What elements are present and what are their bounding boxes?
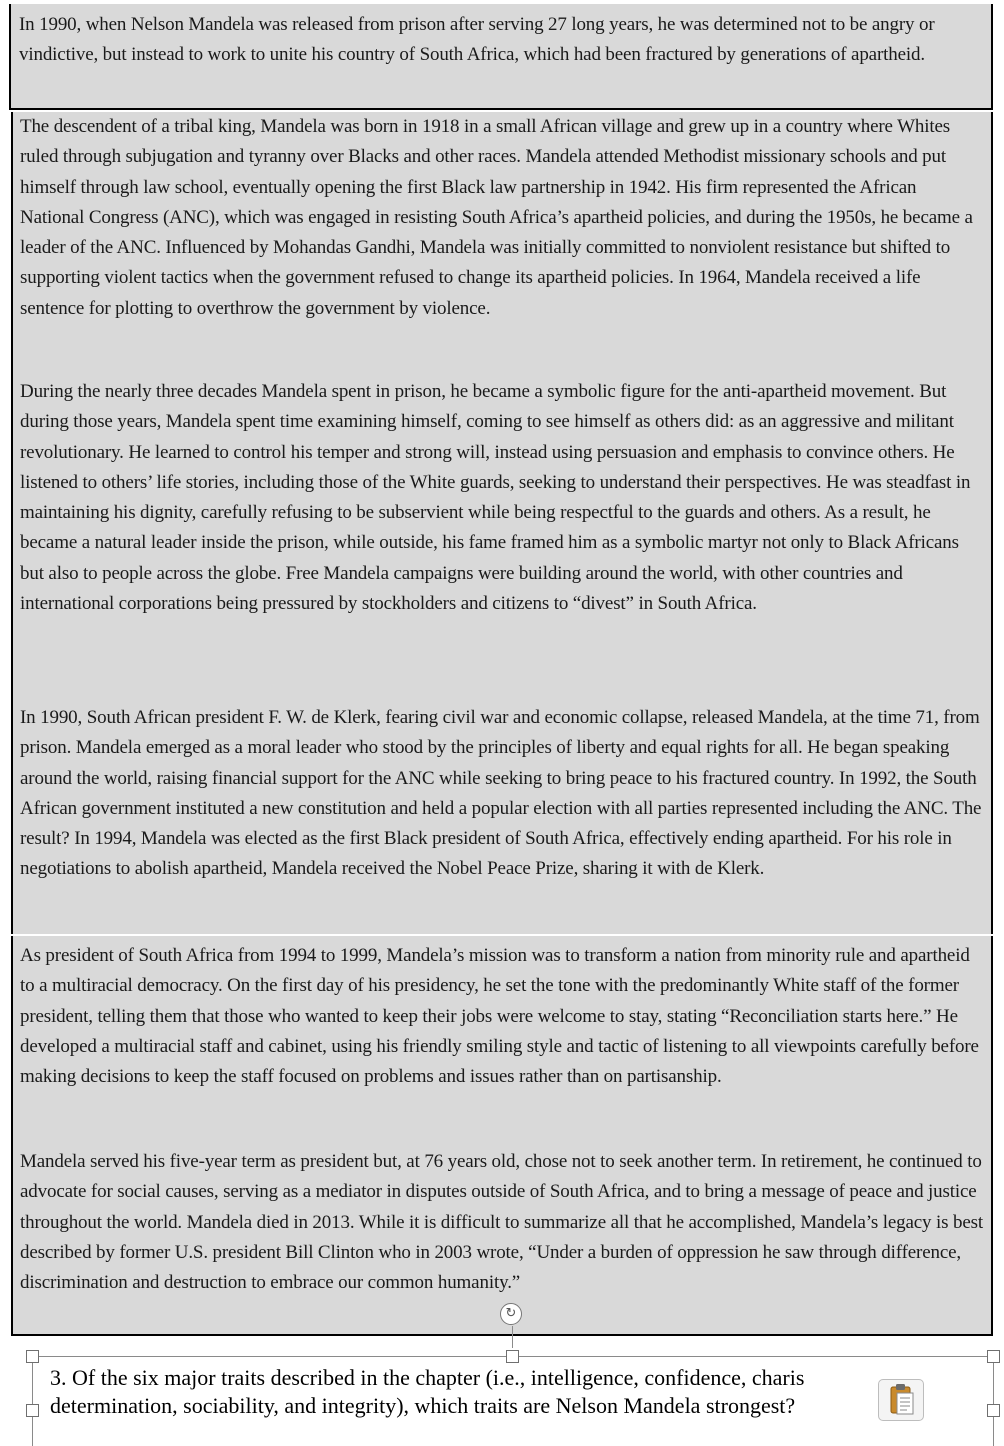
- resize-handle-top-right[interactable]: [987, 1350, 1000, 1363]
- question-line-2: determination, sociability, and integrity), which traits are Nelson Mandela strongest?: [50, 1393, 796, 1418]
- intro-text-box[interactable]: [9, 4, 993, 110]
- paragraph-presidency: As president of South Africa from 1994 to 1999, Mandela’s mission was to transform a nation from minority rule and apartheid to a multiracial democracy. On the first day of his presidency, he set the tone with the predominantly White staff of the former president, telling them that those who wanted to keep their jobs were welcome to stay, stating “Reconciliation starts here.” He developed a multiracial staff and cabinet, using his friendly smiling style and tactic of listening to all viewpoints carefully before making decisions to keep the staff focused on problems and issues rather than on partisanship.: [20, 945, 979, 1088]
- rotate-handle-icon[interactable]: ↻: [500, 1303, 522, 1325]
- paragraph-early-life: The descendent of a tribal king, Mandela was born in 1918 in a small African village and grew up in a country where Whites ruled through subjugation and tyranny over Blacks and other races. Mandela attended Methodist missionary schools and put himself through law school, eventually opening the first Black law partnership in 1942. His firm represented the African National Congress (ANC), which was engaged in resisting South Africa’s apartheid policies, and during the 1950s, he became a leader of the ANC. Influenced by Mohandas Gandhi, Mandela was initially committed to nonviolent resistance but shifted to supporting violent tactics when the government refused to change its apartheid policies. In 1964, Mandela received a life sentence for plotting to overthrow the government by violence.: [20, 116, 973, 319]
- question-line-1: 3. Of the six major traits described in the chapter (i.e., intelligence, confidence, charis: [50, 1365, 805, 1390]
- resize-handle-top-center[interactable]: [506, 1350, 519, 1363]
- paragraph-legacy: Mandela served his five-year term as president but, at 76 years old, chose not to seek another term. In retirement, he continued to advocate for social causes, serving as a mediator in disputes outside of South Africa, and to bring a message of peace and justice throughout the world. Mandela died in 2013. While it is difficult to summarize all that he accomplished, Mandela’s legacy is best described by former U.S. president Bill Clinton who in 2003 wrote, “Under a burden of oppression he saw through difference, discrimination and destruction to embrace our common humanity.”: [20, 1151, 983, 1294]
- presidency-text-box[interactable]: [11, 936, 993, 1336]
- paste-options-button[interactable]: [878, 1379, 924, 1421]
- paste-options-icon: [879, 1380, 923, 1420]
- case-study-text-box[interactable]: [11, 112, 993, 934]
- paragraph-prison-years: During the nearly three decades Mandela spent in prison, he became a symbolic figure for the anti-apartheid movement. But during those years, Mandela spent time examining himself, coming to see himself as others did: as an aggressive and militant revolutionary. He learned to control his temper and strong will, instead using persuasion and emphasis to convince others. He listened to others’ life stories, including those of the White guards, seeking to understand their perspectives. He was steadfast in maintaining his dignity, carefully refusing to be subservient while being respectful to the guards and others. As a result, he became a natural leader inside the prison, while outside, his fame framed him as a symbolic martyr not only to Black Africans but also to people across the globe. Free Mandela campaigns were building around the world, with other countries and international corporations being pressured by stockholders and citizens to “divest” in South Africa.: [20, 381, 971, 615]
- intro-paragraph: In 1990, when Nelson Mandela was released from prison after serving 27 long years, he was determined not to be angry or vindictive, but instead to work to unite his country of South Africa, which had been fractured by generations of apartheid.: [19, 14, 935, 66]
- paragraph-release: In 1990, South African president F. W. de Klerk, fearing civil war and economic collapse, released Mandela, at the time 71, from prison. Mandela emerged as a moral leader who stood by the principles of liberty and equal rights for all. He began speaking around the world, raising financial support for the ANC while seeking to bring peace to his fractured country. In 1992, the South African government instituted a new constitution and held a popular election with all parties represented including the ANC. The result? In 1994, Mandela was elected as the first Black president of South Africa, effectively ending apartheid. For his role in negotiations to abolish apartheid, Mandela received the Nobel Peace Prize, sharing it with de Klerk.: [20, 707, 982, 880]
- resize-handle-middle-left[interactable]: [26, 1404, 39, 1417]
- resize-handle-top-left[interactable]: [26, 1350, 39, 1363]
- question-text[interactable]: [50, 1364, 880, 1420]
- resize-handle-middle-right[interactable]: [987, 1404, 1000, 1417]
- rotate-stem: [512, 1326, 513, 1348]
